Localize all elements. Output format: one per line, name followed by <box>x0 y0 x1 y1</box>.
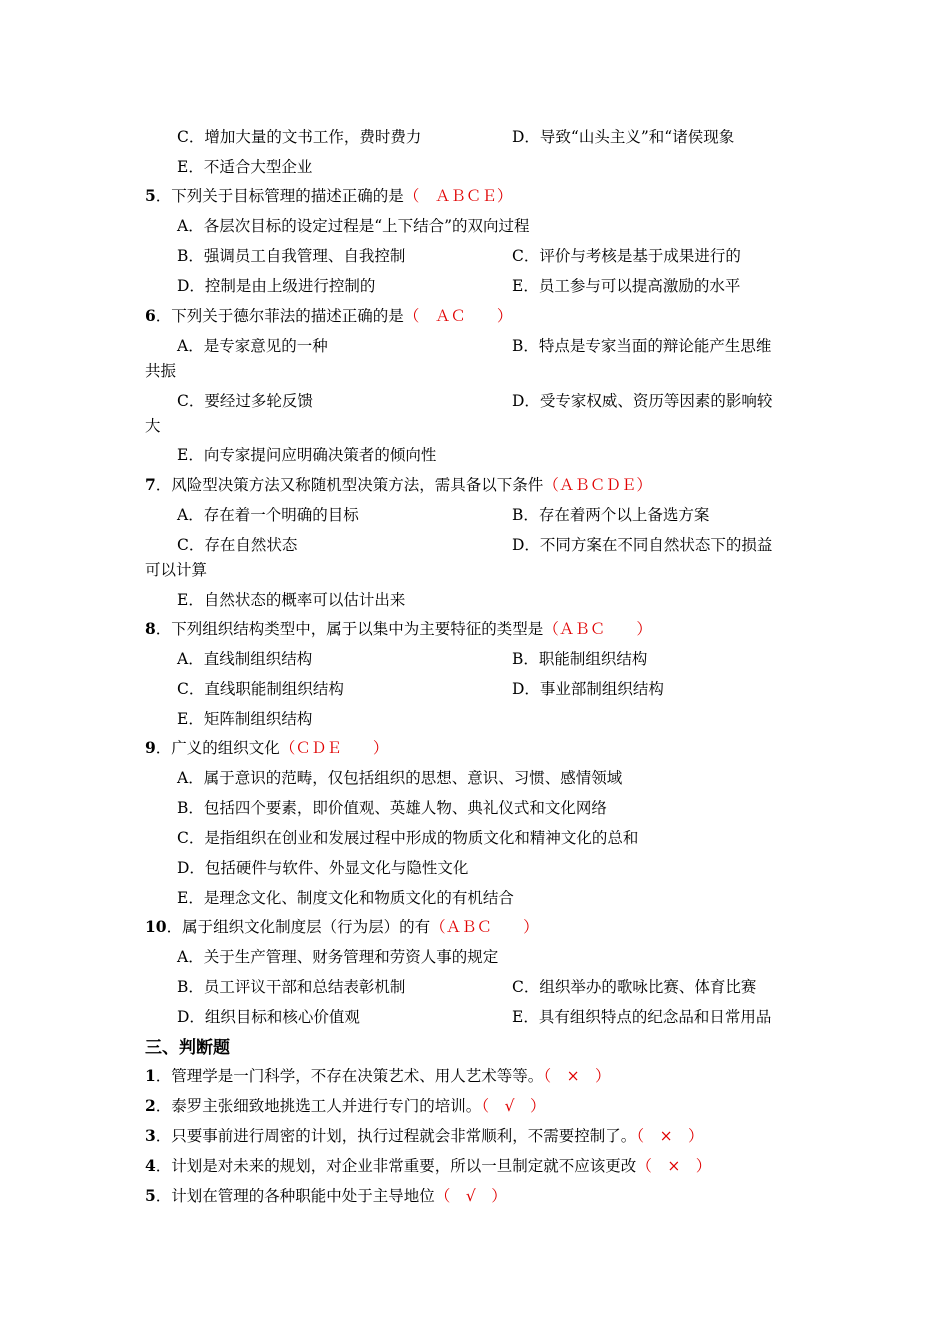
question-line: 7．风险型决策方法又称随机型决策方法，需具备以下条件（ＡＢＣＤＥ） <box>145 475 652 494</box>
option-line: E．具有组织特点的纪念品和日常用品 <box>512 1008 772 1026</box>
option-line: E．矩阵制组织结构 <box>177 710 313 728</box>
question-line: 10．属于组织文化制度层（行为层）的有（ＡＢＣ ） <box>145 917 539 936</box>
section-heading: 三、判断题 <box>145 1038 230 1058</box>
option-line: E．员工参与可以提高激励的水平 <box>512 277 741 295</box>
option-line: B．存在着两个以上备选方案 <box>512 506 710 524</box>
option-line: C．要经过多轮反馈 <box>177 392 313 410</box>
answer-text: （ × ） <box>636 1127 704 1145</box>
option-line: C．直线职能制组织结构 <box>177 680 344 698</box>
option-line: E．是理念文化、制度文化和物质文化的有机结合 <box>177 889 514 907</box>
question-line: 1．管理学是一门科学，不存在决策艺术、用人艺术等等。（ × ） <box>145 1066 611 1085</box>
option-line: E．自然状态的概率可以估计出来 <box>177 591 406 609</box>
option-line: C．评价与考核是基于成果进行的 <box>512 247 741 265</box>
option-line: B．职能制组织结构 <box>512 650 648 668</box>
option-line: A．关于生产管理、财务管理和劳资人事的规定 <box>177 948 499 966</box>
option-line: A．存在着一个明确的目标 <box>177 506 359 524</box>
option-line: C．增加大量的文书工作，费时费力 <box>177 128 422 146</box>
option-line: D．不同方案在不同自然状态下的损益 <box>512 536 773 554</box>
answer-text: （ＡＢＣ ） <box>543 620 652 638</box>
answer-text: （ √ ） <box>481 1097 546 1115</box>
question-line: 6．下列关于德尔菲法的描述正确的是（ ＡＣ ） <box>145 306 513 325</box>
question-line: 2．泰罗主张细致地挑选工人并进行专门的培训。（ √ ） <box>145 1096 546 1115</box>
question-line: 5．计划在管理的各种职能中处于主导地位（ √ ） <box>145 1186 507 1205</box>
question-line: 9．广义的组织文化（ＣＤＥ ） <box>145 738 389 757</box>
answer-text: （ＡＢＣ ） <box>430 918 539 936</box>
option-line: B．包括四个要素，即价值观、英雄人物、典礼仪式和文化网络 <box>177 799 607 817</box>
answer-text: （ＡＢＣＤＥ） <box>543 476 652 494</box>
option-line: 共振 <box>145 362 177 380</box>
option-line: C．组织举办的歌咏比赛、体育比赛 <box>512 978 757 996</box>
option-line: 可以计算 <box>145 561 208 579</box>
option-line: D．受专家权威、资历等因素的影响较 <box>512 392 773 410</box>
option-line: 大 <box>145 417 161 435</box>
option-line: A．是专家意见的一种 <box>177 337 328 355</box>
option-line: C．存在自然状态 <box>177 536 298 554</box>
option-line: B．特点是专家当面的辩论能产生思维 <box>512 337 772 355</box>
answer-text: （ × ） <box>636 1157 712 1175</box>
option-line: D．控制是由上级进行控制的 <box>177 277 376 295</box>
question-line: 8．下列组织结构类型中，属于以集中为主要特征的类型是（ＡＢＣ ） <box>145 619 652 638</box>
option-line: D．导致“山头主义”和“诸侯现象 <box>512 128 735 146</box>
answer-text: （ ＡＣ ） <box>403 307 513 325</box>
option-line: C．是指组织在创业和发展过程中形成的物质文化和精神文化的总和 <box>177 829 639 847</box>
option-line: A．各层次目标的设定过程是“上下结合”的双向过程 <box>177 217 530 235</box>
option-line: E．不适合大型企业 <box>177 158 313 176</box>
question-line: 4．计划是对未来的规划，对企业非常重要，所以一旦制定就不应该更改（ × ） <box>145 1156 712 1175</box>
option-line: D．组织目标和核心价值观 <box>177 1008 360 1026</box>
answer-text: （ √ ） <box>434 1187 507 1205</box>
option-line: E．向专家提问应明确决策者的倾向性 <box>177 446 437 464</box>
option-line: D．事业部制组织结构 <box>512 680 664 698</box>
option-line: A．直线制组织结构 <box>177 650 313 668</box>
answer-text: （ＣＤＥ ） <box>279 739 389 757</box>
option-line: D．包括硬件与软件、外显文化与隐性文化 <box>177 859 469 877</box>
option-line: B．员工评议干部和总结表彰机制 <box>177 978 406 996</box>
option-line: A．属于意识的范畴，仅包括组织的思想、意识、习惯、感情领域 <box>177 769 623 787</box>
answer-text: （ × ） <box>543 1067 611 1085</box>
question-line: 5．下列关于目标管理的描述正确的是（ ＡＢＣＥ） <box>145 186 513 205</box>
question-line: 3．只要事前进行周密的计划，执行过程就会非常顺利，不需要控制了。（ × ） <box>145 1126 704 1145</box>
option-line: B．强调员工自我管理、自我控制 <box>177 247 406 265</box>
answer-text: （ ＡＢＣＥ） <box>403 187 513 205</box>
